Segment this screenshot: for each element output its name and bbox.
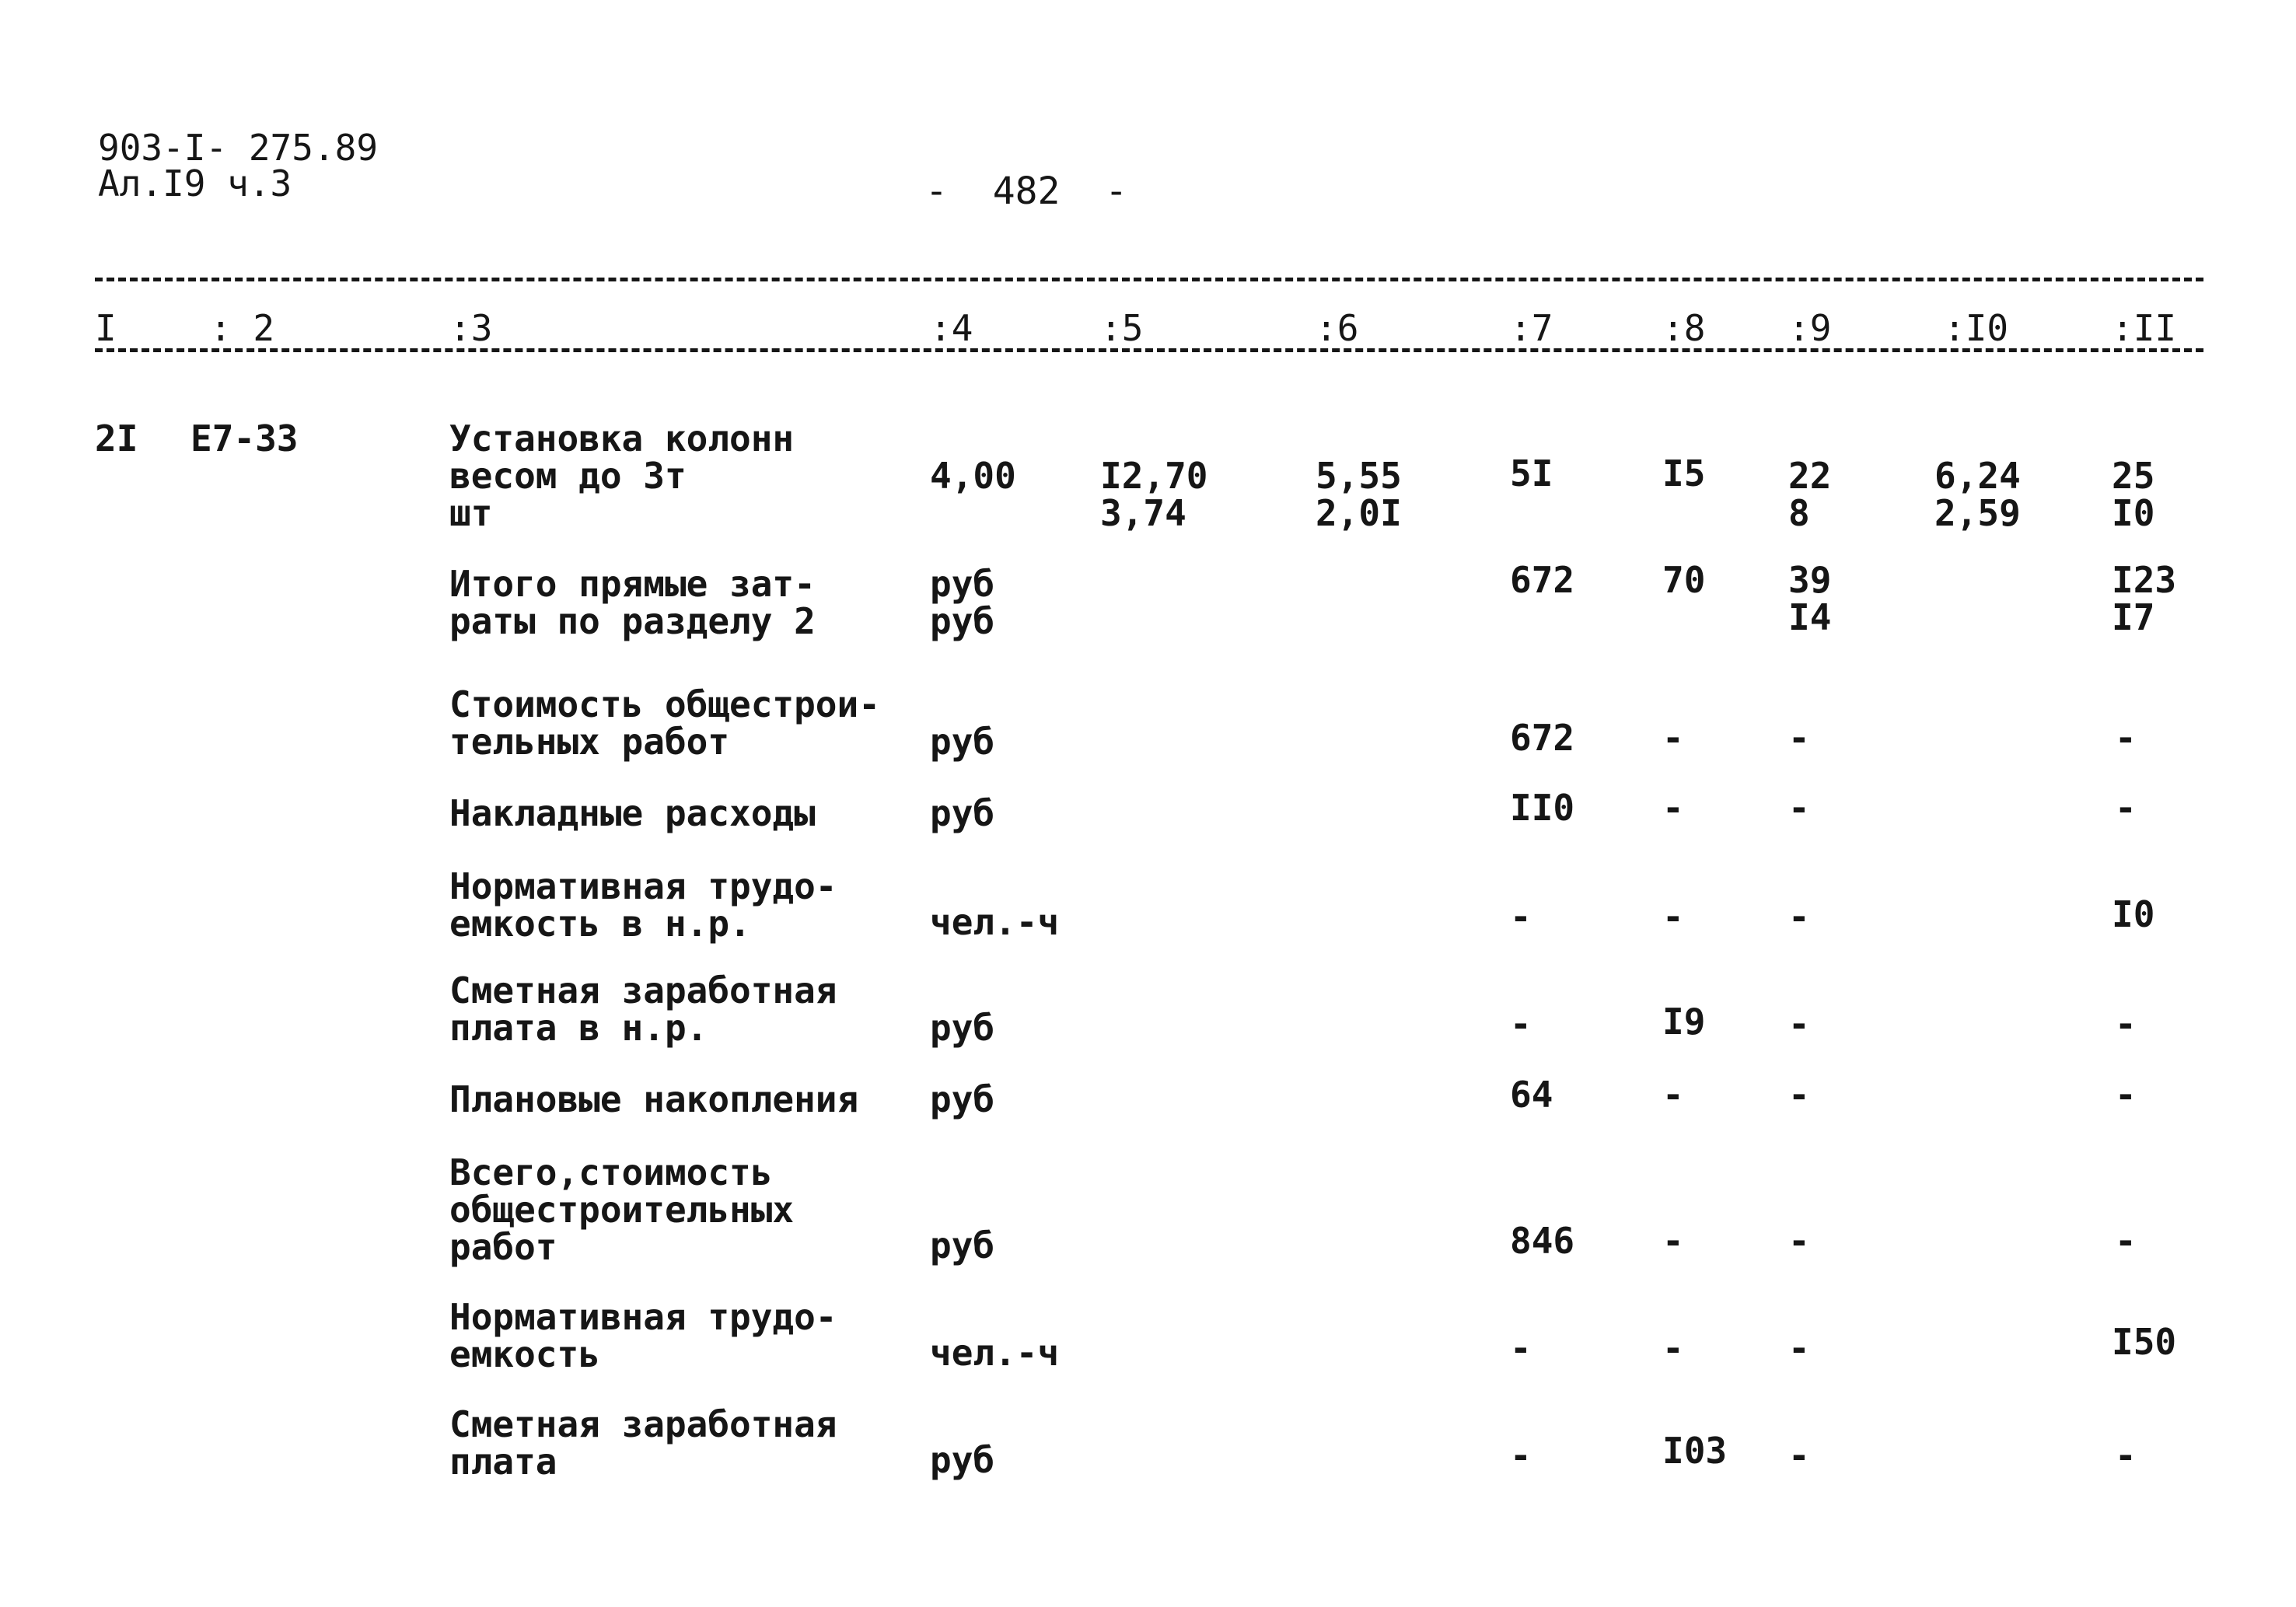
summary-unit: руб руб bbox=[930, 563, 995, 642]
document-code: 903-I- 275.89 bbox=[98, 127, 379, 169]
summary-wages: 70 bbox=[1662, 559, 1706, 601]
summary-unit: руб bbox=[930, 721, 995, 763]
summary-label: Итого прямые зат- раты по разделу 2 bbox=[449, 563, 816, 642]
summary-total: 672 bbox=[1510, 717, 1575, 759]
column-header-4: :4 bbox=[930, 307, 973, 349]
summary-machine: - bbox=[1788, 1220, 1810, 1262]
summary-total: - bbox=[1510, 896, 1532, 938]
column-header-2: : 2 bbox=[210, 307, 275, 349]
summary-total: II0 bbox=[1510, 787, 1575, 829]
document-sheet-label: Ал.I9 ч.3 bbox=[98, 162, 292, 204]
summary-unit: руб bbox=[930, 792, 995, 834]
summary-machine: - bbox=[1788, 717, 1810, 759]
summary-machine: - bbox=[1788, 1074, 1810, 1116]
header-bottom-rule bbox=[95, 348, 2203, 352]
summary-wages: I03 bbox=[1662, 1430, 1728, 1472]
summary-labor: - bbox=[2115, 1220, 2137, 1262]
summary-wages: I9 bbox=[1662, 1001, 1706, 1043]
summary-total: - bbox=[1510, 1327, 1532, 1369]
summary-labor: I50 bbox=[2112, 1321, 2177, 1363]
summary-label: Сметная заработная плата в н.р. bbox=[449, 969, 837, 1049]
machine-cost: 22 8 bbox=[1788, 455, 1832, 534]
summary-label: Нормативная трудо- емкость в н.р. bbox=[449, 865, 837, 945]
summary-machine: - bbox=[1788, 1327, 1810, 1369]
summary-machine: 39 I4 bbox=[1788, 559, 1832, 638]
column-header-11: :II bbox=[2112, 307, 2177, 349]
column-header-7: :7 bbox=[1510, 307, 1553, 349]
wages: I5 bbox=[1662, 452, 1706, 494]
summary-machine: - bbox=[1788, 896, 1810, 938]
summary-unit: руб bbox=[930, 1224, 995, 1266]
summary-total: 672 bbox=[1510, 559, 1575, 601]
summary-unit: руб bbox=[930, 1078, 995, 1120]
summary-total: 846 bbox=[1510, 1220, 1575, 1262]
rate-code: Е7-33 bbox=[190, 417, 299, 459]
summary-labor: I0 bbox=[2112, 893, 2155, 935]
summary-machine: - bbox=[1788, 787, 1810, 829]
unit-cost: I2,70 3,74 bbox=[1100, 455, 1208, 534]
summary-wages: - bbox=[1662, 1220, 1684, 1262]
summary-wages: - bbox=[1662, 717, 1684, 759]
labor-per-unit: 6,24 2,59 bbox=[1934, 455, 2021, 534]
summary-labor: - bbox=[2115, 1003, 2137, 1045]
summary-labor: - bbox=[2115, 717, 2137, 759]
table-top-rule bbox=[95, 278, 2203, 281]
summary-total: 64 bbox=[1510, 1074, 1553, 1116]
summary-labor: - bbox=[2115, 1434, 2137, 1476]
summary-label: Сметная заработная плата bbox=[449, 1403, 837, 1483]
summary-label: Накладные расходы bbox=[449, 792, 816, 834]
summary-label: Всего,стоимость общестроительных работ bbox=[449, 1151, 795, 1268]
summary-wages: - bbox=[1662, 896, 1684, 938]
summary-unit: чел.-ч bbox=[930, 1332, 1060, 1374]
column-header-5: :5 bbox=[1100, 307, 1144, 349]
column-header-9: :9 bbox=[1788, 307, 1832, 349]
column-header-10: :I0 bbox=[1944, 307, 2009, 349]
summary-total: - bbox=[1510, 1434, 1532, 1476]
summary-machine: - bbox=[1788, 1003, 1810, 1045]
summary-labor: - bbox=[2115, 787, 2137, 829]
summary-machine: - bbox=[1788, 1434, 1810, 1476]
page-number: - 482 - bbox=[925, 169, 1128, 213]
labor-total: 25 I0 bbox=[2112, 455, 2155, 534]
column-header-6: :6 bbox=[1316, 307, 1359, 349]
summary-wages: - bbox=[1662, 1327, 1684, 1369]
total-cost: 5I bbox=[1510, 452, 1553, 494]
summary-wages: - bbox=[1662, 1074, 1684, 1116]
summary-unit: руб bbox=[930, 1439, 995, 1481]
summary-label: Нормативная трудо- емкость bbox=[449, 1296, 837, 1375]
summary-labor: I23 I7 bbox=[2112, 559, 2177, 638]
summary-wages: - bbox=[1662, 787, 1684, 829]
quantity: 4,00 bbox=[930, 455, 1016, 497]
summary-unit: чел.-ч bbox=[930, 901, 1060, 943]
column-header-8: :8 bbox=[1662, 307, 1706, 349]
summary-labor: - bbox=[2115, 1074, 2137, 1116]
summary-label: Стоимость общестрои- тельных работ bbox=[449, 683, 880, 763]
unit-cost-machines: 5,55 2,0I bbox=[1316, 455, 1402, 534]
summary-unit: руб bbox=[930, 1007, 995, 1049]
summary-total: - bbox=[1510, 1003, 1532, 1045]
row-number: 2I bbox=[95, 417, 138, 459]
column-header-1: I bbox=[95, 307, 117, 349]
work-description: Установка колонн весом до 3т шт bbox=[449, 417, 795, 534]
column-header-3: :3 bbox=[449, 307, 493, 349]
summary-label: Плановые накопления bbox=[449, 1078, 859, 1120]
